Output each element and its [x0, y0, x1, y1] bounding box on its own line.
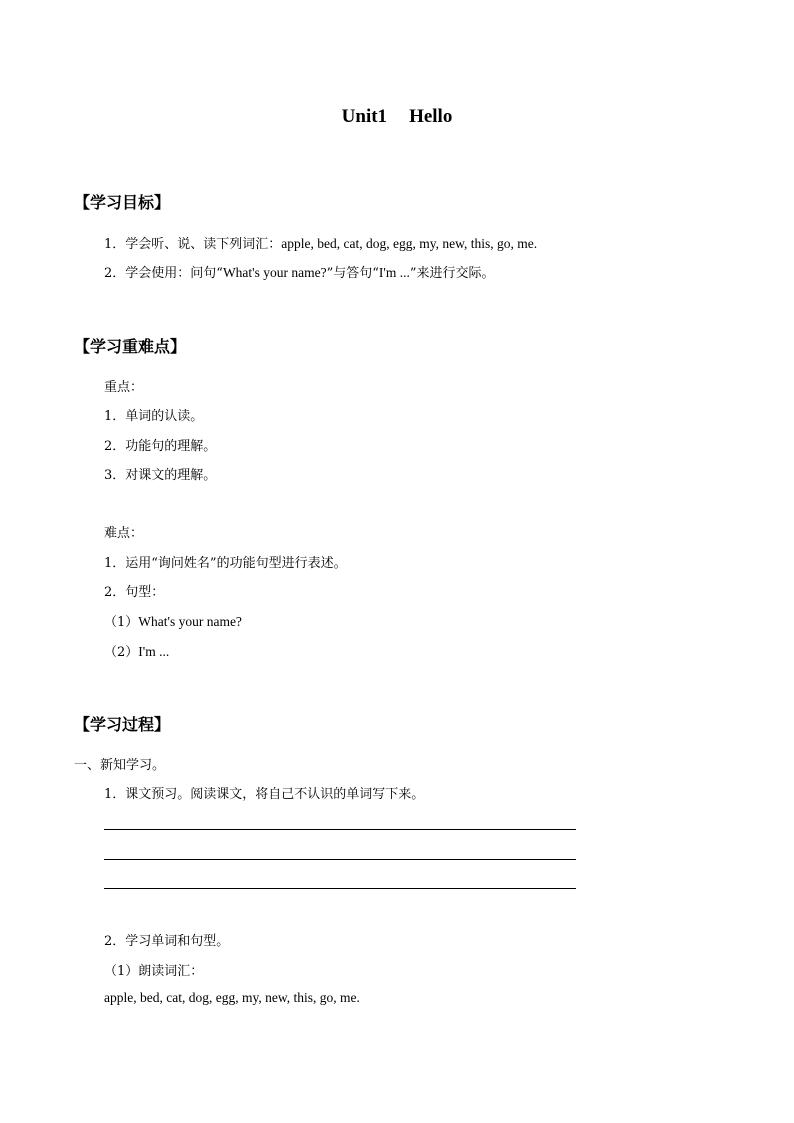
focus-heading: 【学习重难点】 [74, 337, 187, 356]
difficult-item-2: 2．句型： [104, 585, 165, 600]
answer-line-3[interactable] [104, 888, 576, 889]
step-2-sub-1: （1）朗读词汇： [104, 964, 204, 979]
answer-line-1[interactable] [104, 829, 576, 830]
difficult-label: 难点： [104, 526, 144, 541]
pattern-item-1: （1）What's your name? [104, 614, 242, 630]
page-title [0, 106, 794, 128]
process-heading: 【学习过程】 [74, 715, 171, 734]
step-2: 2．学习单词和句型。 [104, 934, 230, 949]
title-unit: Unit1 [341, 106, 388, 127]
answer-line-2[interactable] [104, 859, 576, 860]
step-1: 1．课文预习。阅读课文，将自己不认识的单词写下来。 [104, 787, 425, 802]
goals-heading: 【学习目标】 [74, 193, 171, 212]
title-name: Hello [409, 106, 453, 127]
section-new-learning: 一、新知学习。 [74, 758, 166, 773]
vocab-list: apple, bed, cat, dog, egg, my, new, this, go, me. [104, 990, 360, 1005]
key-item-3: 3．对课文的理解。 [104, 468, 217, 483]
goal-item-2: 2．学会使用：问句“What's your name?”与答句“I'm ...”来进行交际。 [104, 265, 495, 281]
key-item-2: 2．功能句的理解。 [104, 439, 217, 454]
goal-item-1: 1．学会听、说、读下列词汇：apple, bed, cat, dog, egg, my, new, this, go, me. [104, 236, 538, 252]
key-label: 重点： [104, 380, 144, 395]
pattern-item-2: （2）I'm ... [104, 644, 170, 660]
key-item-1: 1．单词的认读。 [104, 409, 204, 424]
difficult-item-1: 1．运用“询问姓名”的功能句型进行表述。 [104, 556, 347, 571]
